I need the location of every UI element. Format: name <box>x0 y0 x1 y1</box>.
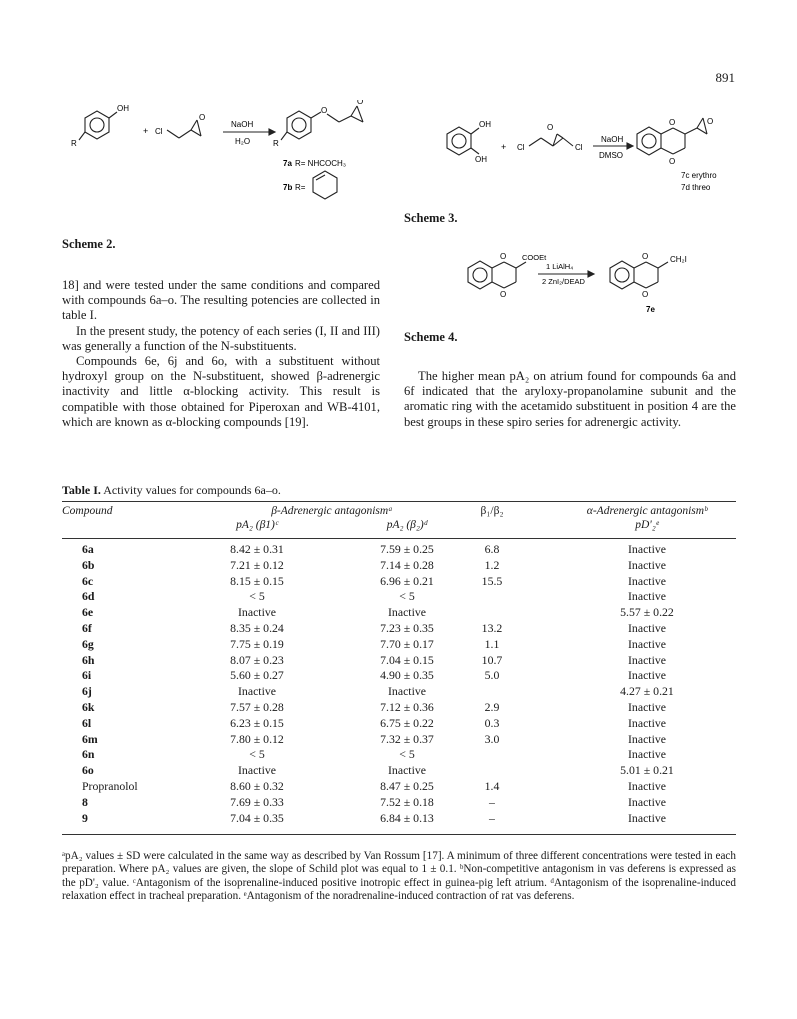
table-row <box>62 700 736 716</box>
pa2-b1-cell: Inactive <box>238 684 276 699</box>
table-caption-text: Activity values for compounds 6a–o. <box>103 483 281 497</box>
ratio-cell: 1.2 <box>484 557 500 572</box>
ratio-cell: 3.0 <box>484 731 500 746</box>
table-footnote: ᵃpA₂ values ± SD were calculated in the same way as described by Van Rossum [17]. A minimum of three different concentrations were tested in each preparation. Where pA₂ values are given, the slope of Schild plot was equal to 1 ± 0.1. ᵇNon-competitive antagonism in vas deferens is expressed as the pD'₂ value. ᶜAntagonism of the isoprenaline-induced positive inotropic effect in guinea-pig left atrium. ᵈAntagonism of the isoprenaline-induced relaxation effect in tracheal preparation. ᵉAntagonism of the noradrenaline-induced contraction of rat vas deferens. <box>62 850 736 903</box>
pa2-b1-cell: Inactive <box>238 763 276 778</box>
right-column-text <box>404 369 736 430</box>
table-body <box>62 542 736 826</box>
s2-o3-label: O <box>357 100 364 106</box>
scheme-3-figure <box>405 116 735 208</box>
compound-cell: 6a <box>82 542 94 556</box>
compound-cell: 6m <box>82 731 98 746</box>
s3-epox-o: O <box>707 117 714 126</box>
pa2-b1-cell: 7.69 ± 0.33 <box>230 794 284 809</box>
s2-reagent-top: NaOH <box>231 120 254 129</box>
compound-cell: 6k <box>82 699 95 714</box>
pd2-cell: Inactive <box>628 715 666 730</box>
pa2-b1-cell: 5.60 ± 0.27 <box>230 668 284 683</box>
s2-cl-label: Cl <box>155 127 163 136</box>
pa2-b1-cell: 7.04 ± 0.35 <box>230 810 284 825</box>
scheme-4-caption: Scheme 4. <box>404 330 458 344</box>
pa2-b1-cell: < 5 <box>249 589 265 604</box>
s4-o2-label: O <box>500 290 507 299</box>
right-paragraph-1: The higher mean pA₂ on atrium found for compounds 6a and 6f indicated that the aryloxy-propanolamine subunit and the aromatic ring with the acetamido substituent in position 4 are the best groups in these spiro series for adrenergic activity. <box>404 369 736 429</box>
s3-cl1-label: Cl <box>517 143 525 152</box>
page-number: 891 <box>715 70 735 85</box>
scheme-2-caption: Scheme 2. <box>62 237 116 251</box>
s4-o1-label: O <box>500 252 507 261</box>
compound-cell: 6c <box>82 573 94 588</box>
ratio-cell: 10.7 <box>481 652 503 667</box>
pd2-cell: Inactive <box>628 620 666 635</box>
s3-ring-o1: O <box>669 118 676 127</box>
pa2-b1-cell: 7.80 ± 0.12 <box>230 731 284 746</box>
pd2-cell: Inactive <box>628 573 666 588</box>
scheme-2-figure <box>55 100 385 220</box>
pa2-b1-cell: 8.15 ± 0.15 <box>230 573 284 588</box>
table-row <box>62 542 736 558</box>
table-row <box>62 795 736 811</box>
compound-cell: 6b <box>82 557 95 572</box>
pa2-b2-cell: 7.14 ± 0.28 <box>380 557 434 572</box>
ratio-cell: – <box>489 810 495 825</box>
pd2-cell: Inactive <box>628 699 666 714</box>
header-pd2: pD'₂ᵉ <box>635 519 659 531</box>
ratio-cell: – <box>489 794 495 809</box>
s2-7b-sub: R= <box>295 183 306 192</box>
pa2-b1-cell: < 5 <box>249 747 265 762</box>
s4-7e-label: 7e <box>646 305 655 314</box>
table-row <box>62 558 736 574</box>
compound-cell: 6g <box>82 636 94 651</box>
table-row <box>62 637 736 653</box>
pd2-cell: Inactive <box>628 747 666 762</box>
s3-cl2-label: Cl <box>575 143 583 152</box>
table-row <box>62 763 736 779</box>
s3-o-label: O <box>547 123 554 132</box>
s2-o-label: O <box>199 113 206 122</box>
pa2-b2-cell: 7.04 ± 0.15 <box>380 652 434 667</box>
pa2-b2-cell: < 5 <box>399 747 415 762</box>
header-pa2-b1: pA₂ (β1)ᶜ <box>236 519 278 531</box>
table-header-rule <box>62 538 736 539</box>
table-row <box>62 747 736 763</box>
pa2-b1-cell: 8.35 ± 0.24 <box>230 620 284 635</box>
pd2-cell: Inactive <box>628 731 666 746</box>
s2-r-label: R <box>71 139 77 148</box>
pa2-b2-cell: Inactive <box>388 763 426 778</box>
ratio-cell: 5.0 <box>484 668 500 683</box>
pa2-b2-cell: Inactive <box>388 605 426 620</box>
table-bottom-rule <box>62 834 736 835</box>
table-top-rule <box>62 501 736 502</box>
pd2-cell: 5.01 ± 0.21 <box>620 763 674 778</box>
table-header <box>62 505 736 539</box>
compound-cell: 6i <box>82 668 92 683</box>
s2-7a-label: 7a <box>283 159 292 168</box>
s3-plus: + <box>501 142 507 152</box>
s4-o3-label: O <box>642 252 649 261</box>
compound-cell: 6l <box>82 715 92 730</box>
s2-o2-label: O <box>321 106 328 115</box>
pa2-b2-cell: 4.90 ± 0.35 <box>380 668 434 683</box>
pa2-b2-cell: 7.12 ± 0.36 <box>380 699 434 714</box>
table-row <box>62 621 736 637</box>
table-caption <box>62 483 281 498</box>
pa2-b1-cell: 6.23 ± 0.15 <box>230 715 284 730</box>
s2-r2-label: R <box>273 139 279 148</box>
table-row <box>62 811 736 827</box>
pd2-cell: Inactive <box>628 794 666 809</box>
table-row <box>62 732 736 748</box>
left-paragraph-3: Compounds 6e, 6j and 6o, with a substituent without hydroxyl group on the N-substituent, showed β-adrenergic inactivity and little α-blocking activity. This result is compatible with those obtained for Piperoxan and WB-4101, which are known as α-blocking compounds [19]. <box>62 354 380 429</box>
s3-reagent-top: NaOH <box>601 135 624 144</box>
compound-cell: 6f <box>82 620 92 635</box>
header-compound: Compound <box>62 505 113 517</box>
pa2-b2-cell: < 5 <box>399 589 415 604</box>
s4-o4-label: O <box>642 290 649 299</box>
header-alpha-group: α-Adrenergic antagonismᵇ <box>586 505 708 517</box>
pa2-b2-cell: 6.84 ± 0.13 <box>380 810 434 825</box>
left-paragraph-2: In the present study, the potency of each series (I, II and III) was generally a function of the N-substituents. <box>62 323 380 353</box>
s2-reagent-bottom: H₂O <box>235 137 251 146</box>
s3-reagent-bottom: DMSO <box>599 151 623 160</box>
s3-ring-o2: O <box>669 157 676 166</box>
table-row <box>62 684 736 700</box>
pa2-b1-cell: 7.75 ± 0.19 <box>230 636 284 651</box>
s2-7a-sub: R= NHCOCH₃ <box>295 159 347 168</box>
s4-step1: 1 LiAlH₄ <box>546 262 574 271</box>
left-paragraph-1: 18] and were tested under the same conditions and compared with compounds 6a–o. The resulting potencies are collected in table I. <box>62 278 380 323</box>
pa2-b2-cell: 6.75 ± 0.22 <box>380 715 434 730</box>
ratio-cell: 0.3 <box>484 715 500 730</box>
compound-cell: 8 <box>82 794 88 809</box>
table-row <box>62 589 736 605</box>
compound-cell: 6d <box>82 589 95 604</box>
pa2-b2-cell: 7.59 ± 0.25 <box>380 542 434 556</box>
pa2-b1-cell: Inactive <box>238 605 276 620</box>
s2-oh-label: OH <box>117 104 129 113</box>
ratio-cell: 1.1 <box>484 636 500 651</box>
pd2-cell: Inactive <box>628 810 666 825</box>
header-ratio: β₁/β₂ <box>480 505 504 517</box>
s3-oh1-label: OH <box>479 120 491 129</box>
pa2-b2-cell: 7.23 ± 0.35 <box>380 620 434 635</box>
pa2-b1-cell: 8.60 ± 0.32 <box>230 778 284 793</box>
pd2-cell: Inactive <box>628 636 666 651</box>
pd2-cell: Inactive <box>628 542 666 556</box>
compound-cell: 9 <box>82 810 88 825</box>
pa2-b2-cell: 8.47 ± 0.25 <box>380 778 434 793</box>
s2-plus: + <box>143 126 149 136</box>
compound-cell: Propranolol <box>82 778 138 793</box>
pa2-b1-cell: 8.07 ± 0.23 <box>230 652 284 667</box>
table-row <box>62 668 736 684</box>
ratio-cell: 15.5 <box>481 573 503 588</box>
pa2-b2-cell: 7.32 ± 0.37 <box>380 731 434 746</box>
s2-7b-label: 7b <box>283 183 293 192</box>
table-row <box>62 574 736 590</box>
compound-cell: 6h <box>82 652 95 667</box>
ratio-cell: 6.8 <box>484 542 500 556</box>
s4-cooet-label: COOEt <box>522 253 547 262</box>
table-row <box>62 716 736 732</box>
scheme-4-figure <box>460 250 720 314</box>
pd2-cell: Inactive <box>628 668 666 683</box>
header-pa2-b2: pA₂ (β₂)ᵈ <box>386 519 428 531</box>
pd2-cell: 5.57 ± 0.22 <box>620 605 674 620</box>
s4-ch2i-label: CH₂I <box>670 255 687 264</box>
scheme-3-caption: Scheme 3. <box>404 211 458 225</box>
table-row <box>62 779 736 795</box>
pd2-cell: 4.27 ± 0.21 <box>620 684 674 699</box>
s4-step2: 2 ZnI₂/DEAD <box>542 277 585 286</box>
compound-cell: 6j <box>82 684 92 699</box>
pd2-cell: Inactive <box>628 778 666 793</box>
compound-cell: 6n <box>82 747 95 762</box>
left-column-text <box>62 278 380 430</box>
s3-oh2-label: OH <box>475 155 487 164</box>
compound-cell: 6e <box>82 605 94 620</box>
table-row <box>62 653 736 669</box>
table-row <box>62 605 736 621</box>
pa2-b2-cell: 7.70 ± 0.17 <box>380 636 434 651</box>
s3-7c-label: 7c erythro <box>681 171 717 180</box>
pa2-b1-cell: 7.57 ± 0.28 <box>230 699 284 714</box>
table-caption-label: Table I. <box>62 483 101 497</box>
pa2-b1-cell: 8.42 ± 0.31 <box>230 542 284 556</box>
ratio-cell: 13.2 <box>481 620 503 635</box>
pd2-cell: Inactive <box>628 557 666 572</box>
header-beta-group: β-Adrenergic antagonismᵃ <box>271 505 393 517</box>
pd2-cell: Inactive <box>628 652 666 667</box>
pa2-b2-cell: 7.52 ± 0.18 <box>380 794 434 809</box>
compound-cell: 6o <box>82 763 94 778</box>
pa2-b2-cell: Inactive <box>388 684 426 699</box>
pa2-b1-cell: 7.21 ± 0.12 <box>230 557 284 572</box>
s3-7d-label: 7d threo <box>681 183 711 192</box>
ratio-cell: 2.9 <box>484 699 500 714</box>
ratio-cell: 1.4 <box>484 778 500 793</box>
pa2-b2-cell: 6.96 ± 0.21 <box>380 573 434 588</box>
pd2-cell: Inactive <box>628 589 666 604</box>
